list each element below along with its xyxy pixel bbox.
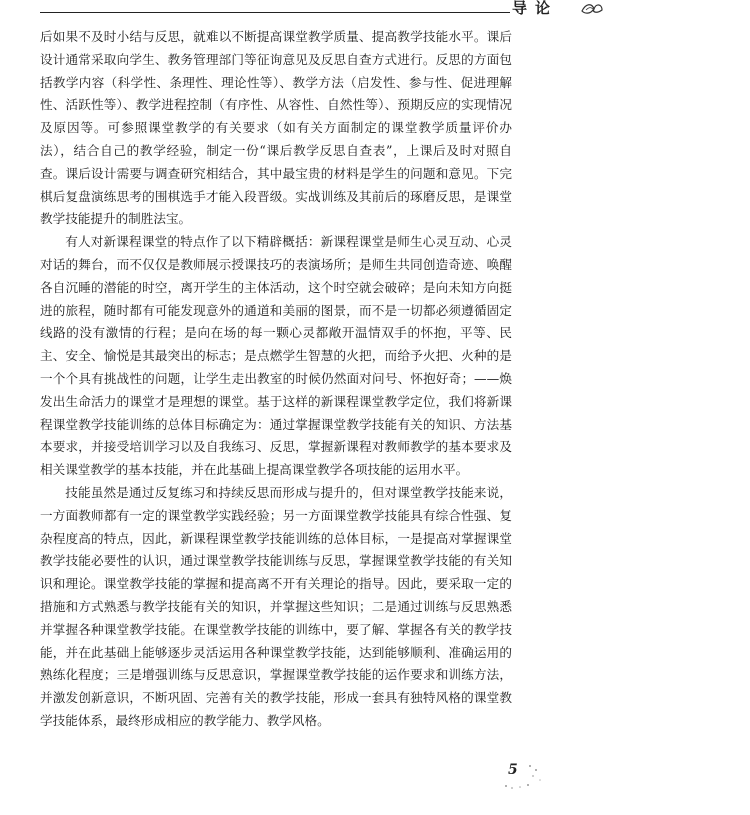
leaf-ornament-icon bbox=[580, 1, 604, 15]
body-text bbox=[40, 26, 512, 733]
paragraph-3: 技能虽然是通过反复练习和持续反思而形成与提升的，但对课堂教学技能来说，一方面教师都有一定的课堂教学实践经验；另一方面课堂教学技能具有综合性强、复杂程度高的特点，因此，新课程课堂教学技能训练的总体目标，一是提高对掌握课堂教学技能必要性的认识，通过课堂教学技能训练与反思，掌握课堂教学技能的有关知识和理论。课堂教学技能的掌握和提高离不开有关理论的指导。因此，要采取一定的措施和方式熟悉与教学技能有关的知识，并掌握这些知识；二是通过训练与反思熟悉并掌握各种课堂教学技能。在课堂教学技能的训练中，要了解、掌握各有关的教学技能，并在此基础上能够逐步灵活运用各种课堂教学技能，达到能够顺利、准确运用的熟练化程度；三是增强训练与反思意识，掌握课堂教学技能的运作要求和训练方法，并激发创新意识，不断巩固、完善有关的教学技能，形成一套具有独特风格的课堂教学技能体系，最终形成相应的教学能力、教学风格。 bbox=[40, 484, 512, 728]
running-header-label: 导论 bbox=[512, 0, 559, 17]
paragraph-2: 有人对新课程课堂的特点作了以下精辟概括：新课程课堂是师生心灵互动、心灵对话的舞台，而不仅仅是教师展示授课技巧的表演场所；是师生共同创造奇迹、唤醒各自沉睡的潜能的时空，离开学生的主体活动，这个时空就会破碎；是向未知方向挺进的旅程，随时都有可能发现意外的通道和美丽的图景，而不是一切都必须遵循固定线路的没有激情的行程；是向在场的每一颗心灵都敞开温情双手的怀抱，平等、民主、安全、愉悦是其最突出的标志；是点燃学生智慧的火把，而给予火把、火种的是一个个具有挑战性的问题，让学生走出教室的时候仍然面对问号、怀抱好奇；——焕发出生命活力的课堂才是理想的课堂。基于这样的新课程课堂教学定位，我们将新课程课堂教学技能训练的总体目标确定为：通过掌握课堂教学技能有关的知识、方法基本要求，并接受培训学习以及自我练习、反思，掌握新课程对教师教学的基本要求及相关课堂教学的基本技能，并在此基础上提高课堂教学各项技能的运用水平。 bbox=[40, 234, 512, 478]
dotted-ornament-icon bbox=[500, 756, 546, 792]
page-number: 5 bbox=[508, 762, 518, 778]
paragraph-1: 后如果不及时小结与反思，就难以不断提高课堂教学质量、提高教学技能水平。课后设计通常采取向学生、教务管理部门等征询意见及反思自查方式进行。反思的方面包括教学内容（科学性、条理性、理论性等）、教学方法（启发性、参与性、促进理解性、活跃性等）、教学进程控制（有序性、从容性、自然性等）、预期反应的实现情况及原因等。可参照课堂教学的有关要求（如有关方面制定的课堂教学质量评价办法），结合自己的教学经验，制定一份“课后教学反思自查表”，上课后及时对照自查。课后设计需要与调查研究相结合，其中最宝贵的材料是学生的问题和意见。下完棋后复盘演练思考的围棋选手才能入段晋级。实战训练及其前后的琢磨反思，是课堂教学技能提升的制胜法宝。 bbox=[40, 29, 512, 227]
header-rule bbox=[40, 12, 510, 13]
